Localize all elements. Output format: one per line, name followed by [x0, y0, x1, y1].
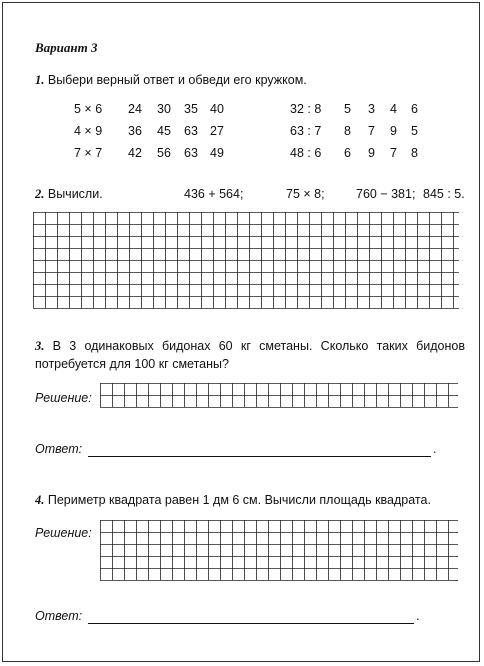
task3-answer-label: Ответ:: [35, 442, 83, 456]
task1-left-option[interactable]: 63: [184, 146, 198, 160]
task3-solution-label: Решение:: [35, 391, 92, 405]
task1-left-option[interactable]: 45: [157, 124, 171, 138]
task1-left-option[interactable]: 27: [210, 124, 224, 138]
task1-left-option[interactable]: 30: [157, 102, 171, 116]
task1-right-expr: 63 : 7: [290, 124, 322, 138]
task2-number: 2.: [35, 187, 45, 201]
task3-answer-end: .: [433, 442, 437, 456]
task3-answer-line[interactable]: [88, 456, 431, 457]
task1-right-option[interactable]: 8: [344, 124, 351, 138]
task1-left-expr: 5 × 6: [74, 102, 103, 116]
task1-heading: [35, 73, 307, 88]
task1-left-expr: 4 × 9: [74, 124, 103, 138]
task3-text-line2: потребуется для 100 кг сметаны?: [35, 357, 229, 371]
task1-right-option[interactable]: 8: [411, 146, 418, 160]
task4-text: Периметр квадрата равен 1 дм 6 см. Вычисли площадь квадрата.: [47, 493, 431, 507]
task1-right-option[interactable]: 7: [390, 146, 397, 160]
task3-text-line1: В 3 одинаковых бидонах 60 кг сметаны. Сколько таких бидонов: [52, 339, 465, 353]
task1-right-option[interactable]: 6: [344, 146, 351, 160]
task2-expr-4: 845 : 5.: [423, 187, 465, 201]
task2-work-grid[interactable]: [33, 212, 461, 312]
task1-right-option[interactable]: 5: [411, 124, 418, 138]
task1-right-expr: 32 : 8: [290, 102, 322, 116]
task2-heading: [35, 187, 103, 202]
task1-left-option[interactable]: 56: [157, 146, 171, 160]
task1-left-expr: 7 × 7: [74, 146, 103, 160]
task1-right-expr: 48 : 6: [290, 146, 322, 160]
task1-right-option[interactable]: 4: [390, 102, 397, 116]
task4-solution-label: Решение:: [35, 526, 92, 540]
task4-answer-line[interactable]: [88, 623, 414, 624]
task4-number: 4.: [35, 493, 45, 507]
task1-left-option[interactable]: 42: [128, 146, 142, 160]
task1-left-option[interactable]: 24: [128, 102, 142, 116]
task4-solution-grid[interactable]: [100, 520, 460, 586]
task1-right-option[interactable]: 3: [368, 102, 375, 116]
task1-right-option[interactable]: 9: [368, 146, 375, 160]
task3-line1: [35, 337, 465, 355]
task1-right-option[interactable]: 9: [390, 124, 397, 138]
task1-right-option[interactable]: 6: [411, 102, 418, 116]
task1-right-option[interactable]: 5: [344, 102, 351, 116]
task1-left-option[interactable]: 40: [210, 102, 224, 116]
task4-answer-label: Ответ:: [35, 609, 83, 623]
task1-right-option[interactable]: 7: [368, 124, 375, 138]
variant-title: Вариант 3: [35, 40, 98, 55]
task2-expr-2: 75 × 8;: [286, 187, 325, 201]
task2-expr-3: 760 − 381;: [356, 187, 416, 201]
task1-text: Выбери верный ответ и обведи его кружком.: [47, 73, 307, 87]
task2-expr-1: 436 + 564;: [184, 187, 244, 201]
task2-text: Вычисли.: [47, 187, 103, 201]
task1-left-option[interactable]: 49: [210, 146, 224, 160]
task4-heading: [35, 493, 431, 508]
task1-number: 1.: [35, 73, 45, 87]
task3-number: 3.: [35, 339, 45, 353]
task3-solution-grid[interactable]: [100, 383, 460, 413]
task1-left-option[interactable]: 36: [128, 124, 142, 138]
task1-left-option[interactable]: 63: [184, 124, 198, 138]
task4-answer-end: .: [416, 609, 420, 623]
task1-left-option[interactable]: 35: [184, 102, 198, 116]
